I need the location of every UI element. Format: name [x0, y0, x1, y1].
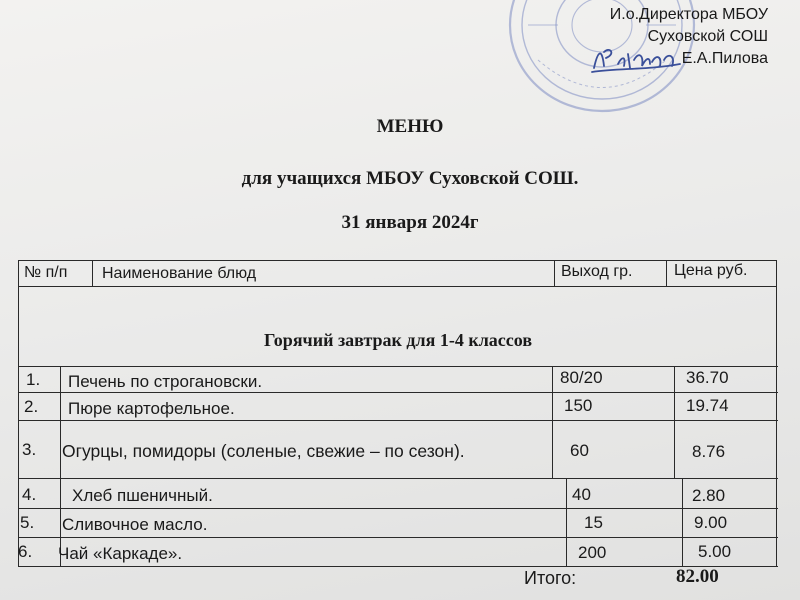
section-title: Горячий завтрак для 1-4 классов — [263, 330, 533, 350]
row-5-name: Сливочное масло. — [62, 515, 208, 534]
total-label: Итого: — [524, 568, 577, 588]
row-4-weight: 40 — [572, 485, 591, 504]
header-weight: Выход гр. — [561, 263, 633, 280]
row-4-num: 4. — [22, 485, 37, 504]
row-1-name: Печень по строгановски. — [68, 372, 263, 391]
signature-icon — [588, 42, 684, 76]
row-3-num: 3. — [22, 440, 37, 459]
approval-name: Е.А.Пилова — [681, 50, 768, 67]
header-price: Цена руб. — [674, 262, 748, 279]
row-2-name: Пюре картофельное. — [68, 399, 235, 418]
row-4-name: Хлеб пшеничный. — [72, 486, 213, 505]
row-6-price: 5.00 — [698, 542, 732, 561]
row-5-num: 5. — [20, 513, 35, 532]
row-4-price: 2.80 — [692, 486, 726, 505]
row-3-name: Огурцы, помидоры (соленые, свежие – по сезон). — [62, 441, 465, 461]
page-subtitle: для учащихся МБОУ Суховской СОШ. — [241, 168, 579, 189]
row-5-price: 9.00 — [694, 513, 728, 532]
row-6-weight: 200 — [578, 543, 607, 562]
approval-organization: Суховской СОШ — [647, 28, 768, 45]
row-1-price: 36.70 — [686, 368, 729, 387]
approval-signature-line — [610, 48, 768, 70]
row-2-price: 19.74 — [686, 396, 729, 415]
row-2-weight: 150 — [564, 396, 593, 415]
row-3-price: 8.76 — [692, 442, 726, 461]
approval-block — [610, 4, 768, 70]
row-6-num: 6. — [18, 542, 33, 561]
menu-date: 31 января 2024г — [341, 212, 479, 233]
row-3-weight: 60 — [570, 441, 589, 460]
row-2-num: 2. — [24, 397, 39, 416]
row-6-name: Чай «Каркаде». — [58, 544, 183, 563]
header-num: № п/п — [24, 264, 68, 281]
row-1-num: 1. — [26, 370, 41, 389]
row-1-weight: 80/20 — [560, 368, 603, 387]
total-value: 82.00 — [676, 566, 719, 587]
header-name: Наименование блюд — [102, 265, 257, 282]
row-5-weight: 15 — [584, 513, 603, 532]
page-title: МЕНЮ — [376, 116, 444, 137]
approval-position: И.о.Директора МБОУ — [609, 6, 768, 23]
